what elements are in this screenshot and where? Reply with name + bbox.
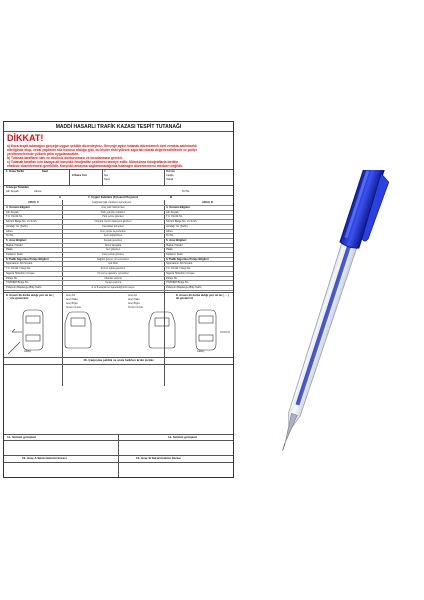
right-row-label: Plaka [166, 248, 173, 252]
warning-heading: DİKKAT! [7, 133, 44, 143]
divider [4, 185, 233, 186]
sketch-mid-line: Sürücü İmzası [128, 306, 144, 309]
column-b-label: B [170, 195, 173, 199]
left-row-label: Sigortalının Adı Soyadı [6, 262, 33, 266]
sketch-mid-line: Araç Adı [128, 294, 138, 297]
right-row-label: Sürücü Belge No. ve Sınıfı [166, 220, 197, 224]
warning-line: a) Kaza tespit tutanağını gerçeğe uygun şekilde düzenleyiniz. Gerçeğe aykırı tutanak düzenlemek özel evrakta sahtekarlık [7, 144, 197, 148]
row-divider [4, 205, 233, 206]
mid-row-label: Park yerine girerken [102, 215, 124, 219]
witness-name-label: Adı Soyadı [6, 190, 19, 193]
arac-a-header: ARAÇ A [28, 200, 39, 204]
right-row-label: Kullanım Şekli [166, 253, 183, 256]
pen-icon [236, 170, 422, 490]
right-row-label: Tel No [166, 234, 174, 238]
row-divider [4, 271, 233, 272]
row-divider [4, 261, 233, 262]
sketch-mid-line: Araç Adı [66, 294, 76, 297]
right-row-label: T.C. Kimlik / Vergi No [166, 267, 191, 271]
driver-opinion-a-heading: 11- Sürücü görüşleri [7, 435, 37, 439]
time-label: Saat [42, 169, 48, 173]
arac-b-header: ARAÇ B [202, 200, 213, 204]
warning-line: niteliğinde olup, cezai yaptırımı söz konusu olduğu gibi, bu kişiler riski yüksek sigortalı olarak değerlendirilecek ve poliçe [7, 148, 198, 152]
left-row-label: T.C. Kimlik / Vergi No [6, 267, 31, 271]
right-row-label: Adres [166, 229, 173, 233]
mid-row-label: Yol verme işaretine uymazken [97, 271, 129, 275]
row-divider [4, 247, 233, 248]
mid-row-label: Arkadan çarpma [104, 276, 122, 280]
sketch-mid-line: Araç Plaka [66, 298, 78, 301]
warning-line: b) Tutanak tarafların tam ve eksiksiz doldurulması ve imzalanması gerekir. [7, 156, 123, 160]
date-label: 1- Kaza Tarihi [6, 169, 24, 173]
ilce-label: İlçe [104, 174, 109, 177]
sketch-a-label: 8- Aracın ilk darbe aldığı yeri ok ile ( → ) ile gösteriniz [6, 293, 54, 300]
divider [164, 169, 165, 185]
left-row-label: Plaka [6, 248, 13, 252]
mid-row-label: Yayaya çarpma [104, 281, 122, 285]
right-row-label: Poliçenin Başlangıç-Bitiş Tarihi [166, 285, 202, 289]
left-row-label: Adres [6, 229, 13, 233]
right-row-label: 6-Trafik Sigortası Poliçe Bilgileri [166, 257, 209, 261]
mahalle-label: Mahalle [166, 170, 176, 173]
car-outline-icon [65, 312, 91, 348]
driver-opinion-b-heading: 11- Sürücü görüşleri [168, 435, 198, 439]
row-divider [4, 243, 233, 244]
accident-report-form [3, 121, 234, 478]
left-row-label: Alındığı Yer (Şehir) [6, 224, 28, 228]
car-top-view-icon [12, 310, 43, 350]
left-row-label: Kullanım Şekli [6, 253, 23, 256]
il-label: İl [104, 170, 106, 173]
row-divider [4, 285, 233, 286]
semt-label: Semt [104, 178, 111, 181]
row-divider [4, 233, 233, 234]
divider [4, 169, 233, 170]
sketch-mid-line: Araç Plaka [128, 298, 140, 301]
column-a-label: A [59, 195, 62, 199]
witness-tel-label: Tel No [182, 190, 190, 193]
left-row-label: Sigorta Şirketinin Unvanı [6, 271, 35, 275]
right-row-label: 5- Araç Bilgileri [166, 238, 187, 242]
left-row-label: 6-Trafik Sigortası Poliçe Bilgileri [6, 257, 49, 261]
row-divider [4, 214, 233, 215]
middle-subheader: Aşağıdaki ilgili maddeleri işaretleyiniz [92, 201, 132, 204]
place-label: 2-Kaza Yeri [72, 173, 87, 177]
mid-row-label: Aynı yönde seyrederken [100, 229, 126, 233]
form-title: MADDİ HASARLI TRAFİK KAZASI TESPİT TUTANAĞI [55, 124, 182, 130]
driver-b-signature-heading: 12- Araç B Sürücüsünün İmzası [136, 456, 181, 460]
mid-row-label: Işık ihlali [108, 262, 118, 266]
left-row-label: Poliçenin Başlangıç-Bitiş Tarihi [6, 285, 42, 289]
ballpoint-pen-image [236, 170, 422, 490]
left-row-label: Marka / Model [6, 243, 23, 247]
car-top-view-icon [196, 310, 230, 350]
mid-row-label: Dönel kavşakta [104, 243, 122, 247]
right-row-label: Marka / Model [166, 243, 183, 247]
witness-heading: 3-Görgü Tanıkları [6, 185, 29, 189]
driver-a-signature-heading: 12- Araç A Sürücüsünün İmzası [22, 456, 67, 460]
row-divider [4, 276, 233, 277]
row-divider [4, 252, 233, 253]
divider [4, 364, 233, 365]
row-divider [4, 280, 233, 281]
arrow-icon [8, 342, 20, 354]
left-row-label: TRAMER Belge No [6, 281, 29, 285]
row-divider [4, 257, 233, 258]
row-divider [4, 210, 233, 211]
right-row-label: T.C. Kimlik No [166, 215, 183, 219]
mid-row-label: Otopark, benzin istasyonu girerken [94, 220, 132, 224]
warning-line: yenilenmelerinde yüksek prim uygulanacaktır. [7, 152, 80, 156]
right-row-label: Sigorta Şirketinin Unvanı [166, 271, 195, 275]
warning-line: c) Tutanak tarafları için kazaya ait karşılıklı fotoğraflar çekilmesi tavsiye edilir. Mümkünse fotoğraflarla birlikte [7, 160, 179, 164]
mid-row-label: A ve B araçlarının işaretlediği kutu sayısı [91, 285, 135, 289]
left-row-label: T.C. Kimlik No [6, 215, 23, 219]
divider [4, 131, 233, 132]
row-divider [4, 290, 233, 291]
sketch-mid-line: Araç Bilgisi [128, 302, 140, 305]
divider [102, 169, 106, 185]
mid-row-label: Kırmızı ışıkta geçerken [100, 267, 126, 271]
mid-row-label: Karşı şeride girerken [101, 253, 125, 256]
crash-sketch-heading: 10- Çarpışma şeklini ve anını belirten kroki çiziniz [83, 358, 154, 362]
witness-address-label: Adresi [34, 190, 42, 193]
divider [4, 440, 233, 441]
sketch-mid-line: Araç Bilgisi [66, 302, 78, 305]
row-divider [4, 229, 233, 230]
left-row-label: Poliçe No [6, 276, 18, 280]
left-row-label: 4- Sürücü Bilgileri [6, 206, 30, 209]
divider [4, 462, 233, 463]
row-divider [4, 224, 233, 225]
left-row-label: Tel No [6, 234, 14, 238]
right-row-label: TRAMER Belge No [166, 281, 189, 285]
left-row-label: Sürücü Belge No. ve Sınıfı [6, 220, 37, 224]
sketch-a-caption: ARAÇ [24, 350, 32, 353]
car-outline-icon [149, 312, 175, 348]
mid-row-label: Şerit değiştirirken [103, 234, 123, 238]
mid-row-label: Araç park halinde iken [101, 206, 125, 209]
warning-line: eksiksiz düzenlenmesi gereklidir. Karşılıklı anlaşma sağlanamadığında tutanağın düzenlenmesi mecburi değildir. [7, 164, 184, 168]
row-divider [4, 266, 233, 267]
row-divider [4, 219, 233, 220]
mid-row-label: Geri giderken [105, 248, 121, 252]
mid-row-label: Sağdan gelene yol vermezken [96, 257, 130, 261]
sketch-b-caption: ARAÇ [197, 350, 205, 353]
cadde-label: Cadde [166, 174, 174, 177]
mid-row-label: Kavşak geçerken [103, 238, 123, 242]
sokak-label: Sokak [166, 178, 174, 181]
left-row-label: Adı Soyadı [6, 210, 19, 214]
column-middle-label: 7- Uygun Kutulara (X) İşareti Koyunuz [88, 195, 139, 199]
row-divider [4, 238, 233, 239]
sketch-mid-line: Sürücü İmzası [66, 306, 82, 309]
mid-row-label: Park yerinden çıkarken [100, 210, 126, 214]
right-row-label: Sigortalının Adı Soyadı [166, 262, 193, 266]
mid-row-label: Kavşaktan dönerken [102, 224, 124, 228]
right-row-label: Poliçe No [166, 276, 178, 280]
right-row-label: Adı Soyadı [166, 210, 179, 214]
sketch-b-label: 8- Aracın ilk darbe aldığı yeri ok ile ( → ) ile gösteriniz [176, 293, 229, 300]
right-row-label: Alındığı Yer (Şehir) [166, 224, 188, 228]
right-row-label: 4- Sürücü Bilgileri [166, 206, 190, 209]
left-row-label: 5- Araç Bilgileri [6, 238, 27, 242]
divider [69, 169, 70, 185]
